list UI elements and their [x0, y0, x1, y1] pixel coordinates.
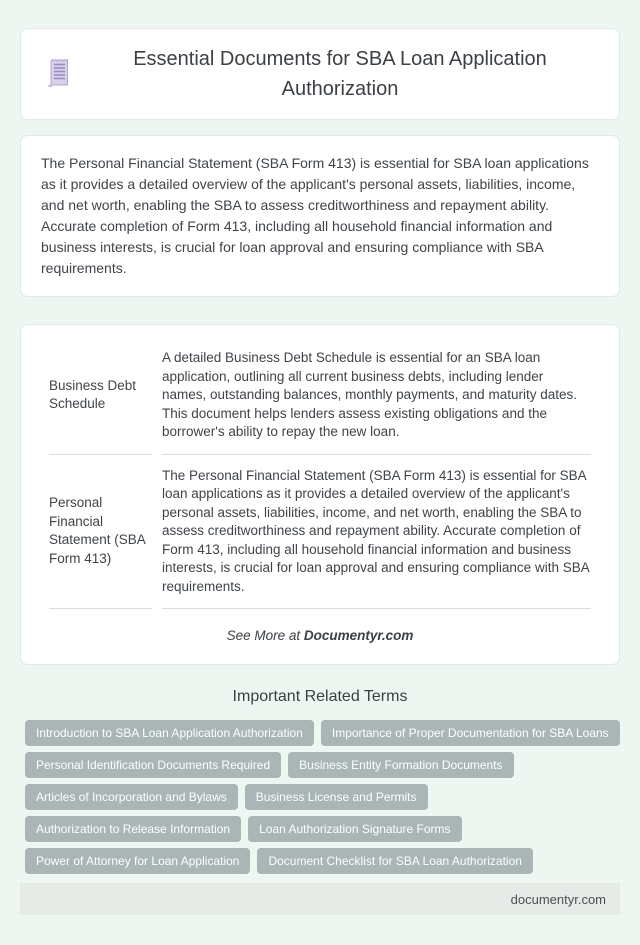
related-term-tag[interactable]: Business Entity Formation Documents: [288, 752, 513, 778]
term-cell: Business Debt Schedule: [49, 337, 152, 455]
tag-row: [25, 848, 615, 874]
related-terms-heading: Important Related Terms: [232, 688, 408, 705]
documents-table-card: [20, 324, 620, 665]
tag-row: [25, 720, 615, 746]
related-term-tag[interactable]: Personal Identification Documents Required: [25, 752, 281, 778]
related-term-tag[interactable]: Power of Attorney for Loan Application: [25, 848, 250, 874]
documents-table: [39, 337, 601, 609]
description-cell: The Personal Financial Statement (SBA Form 413) is essential for SBA loan applications as it provides a detailed overview of the applicant's personal assets, liabilities, income, and net worth, enabling the SBA to assess creditworthiness and repayment ability. Accurate completion of Form 413, including all household financial information and business interests, is crucial for loan approval and ensuring compliance with SBA requirements.: [162, 455, 591, 610]
receipt-icon: [47, 58, 71, 90]
page-title: Essential Documents for SBA Loan Application Authorization: [133, 48, 547, 100]
tag-row: [25, 752, 615, 778]
intro-card: [20, 135, 620, 297]
related-term-tag[interactable]: Introduction to SBA Loan Application Authorization: [25, 720, 314, 746]
related-term-tag[interactable]: Importance of Proper Documentation for SBA Loans: [321, 720, 620, 746]
table-row: [49, 337, 591, 455]
related-term-tag[interactable]: Document Checklist for SBA Loan Authorization: [257, 848, 532, 874]
related-term-tag[interactable]: Authorization to Release Information: [25, 816, 241, 842]
see-more-prefix: See More at: [226, 628, 304, 643]
related-terms-list: [20, 720, 620, 874]
related-term-tag[interactable]: Loan Authorization Signature Forms: [248, 816, 461, 842]
footer-site-label: documentyr.com: [510, 891, 606, 907]
see-more-line: [39, 628, 601, 643]
term-cell: Personal Financial Statement (SBA Form 413): [49, 455, 152, 610]
footer-bar: [20, 883, 620, 915]
description-cell: A detailed Business Debt Schedule is essential for an SBA loan application, outlining all current business debts, including lender names, outstanding balances, monthly payments, and maturity dates. This document helps lenders assess existing obligations and the borrower's ability to repay the new loan.: [162, 337, 591, 455]
header-card: [20, 28, 620, 120]
see-more-site: Documentyr.com: [303, 628, 414, 643]
tag-row: [25, 816, 615, 842]
related-term-tag[interactable]: Business License and Permits: [245, 784, 428, 810]
table-row: [49, 455, 591, 610]
related-term-tag[interactable]: Articles of Incorporation and Bylaws: [25, 784, 238, 810]
intro-text: The Personal Financial Statement (SBA Form 413) is essential for SBA loan applications as it provides a detailed overview of the applicant's personal assets, liabilities, income, and net worth, enabling the SBA to assess creditworthiness and repayment ability. Accurate completion of Form 413, including all household financial information and business interests, is crucial for loan approval and ensuring compliance with SBA requirements.: [41, 155, 589, 276]
tag-row: [25, 784, 615, 810]
